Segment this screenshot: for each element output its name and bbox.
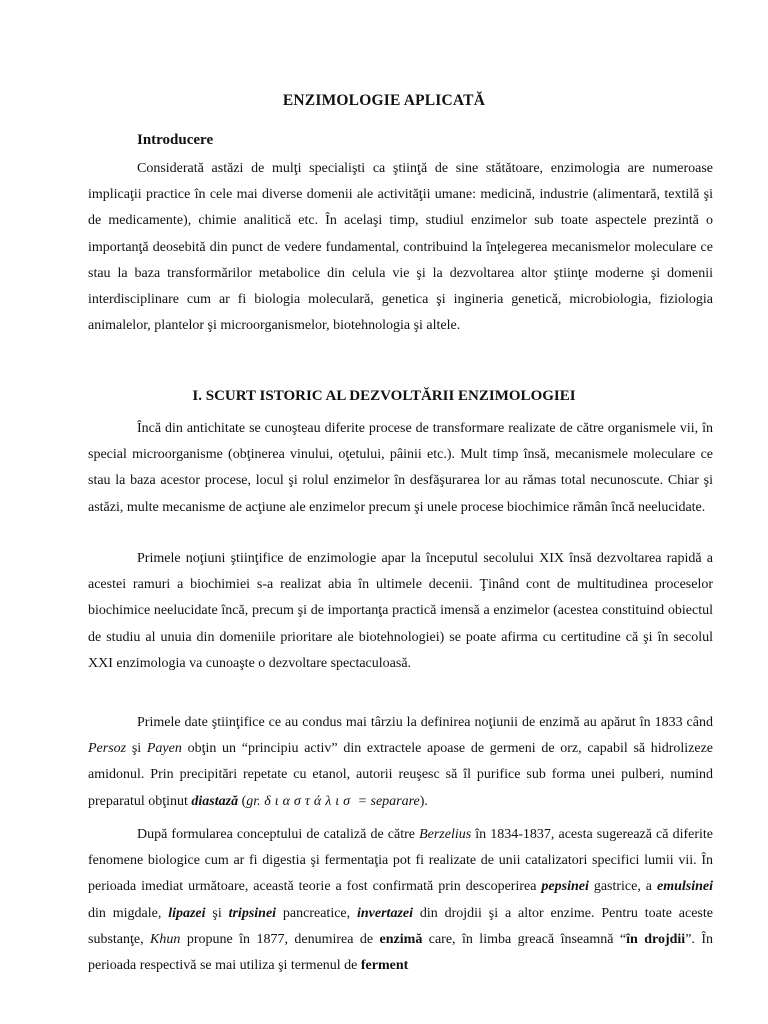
text-run: şi [126, 741, 147, 757]
greek-word: διαστάλισ [264, 793, 355, 809]
text-run: din drojdii şi a altor enzime. Pentru toate aceste substanţe, [88, 905, 713, 947]
term-pepsinei: pepsinei [541, 879, 589, 895]
document-title: ENZIMOLOGIE APLICATĂ [282, 92, 486, 109]
text-run: ). [419, 793, 428, 809]
term-separare: = separare [357, 793, 420, 809]
name-berzelius: Berzelius [419, 827, 472, 842]
name-persoz: Persoz [88, 741, 127, 757]
history-paragraph-2: Primele noţiuni ştiinţifice de enzimologie apar la începutul secolului XIX însă dezvoltarea rapidă a acestei ramuri a biochimiei s-a realizat abia în ultimele decenii. Ţinând cont de multitudinea proceselor biochimice neelucidate încă, precum şi de importanţa practică imensă a enzimelor (acestea constituind obiectul de studiu al unuia din domeniile prioritare ale biotehnologiei) se poate afirma cu certitudine că şi în secolul XXI enzimologia va cunoaşte o dezvoltare spectaculoasă. [88, 551, 713, 671]
text-run: gastrice, a [588, 879, 657, 895]
section-heading: I. SCURT ISTORIC AL DEZVOLTĂRII ENZIMOLOGIEI [192, 388, 576, 404]
name-khun: Khun [150, 931, 181, 947]
text-run: din migdale, [88, 905, 169, 921]
text-run: şi [205, 905, 229, 921]
text-run: obţin un “principiu activ” din extractele apoase de germeni de orz, capabil să hidrolizeze amidonul. Prin precipitări repetate cu etanol, autorii reuşesc să îl purifice sub forma unei pulberi, numind preparatul obţinut [88, 741, 713, 809]
text-run: propune în 1877, denumirea de [180, 931, 380, 947]
intro-heading: Introducere [137, 132, 214, 148]
text-run: ”. În perioada respectivă se mai utiliza şi termenul de [88, 931, 713, 974]
text-run: pancreatice, [276, 905, 357, 921]
term-ferment: ferment [360, 958, 409, 974]
text-run: După formularea conceptului de cataliză de către [137, 827, 420, 842]
text-run: care, în limba greacă înseamnă “ [422, 931, 627, 947]
text-run: ( [238, 793, 247, 809]
history-paragraph-1: Încă din antichitate se cunoşteau diferite procese de transformare realizate de către organismele vii, în special microorganisme (obţinerea vinului, oţetului, pâinii etc.). Mult timp însă, mecanismele moleculare ce stau la baza acestor procese, locul şi rolul enzimelor în desfăşurarea lor au rămas total necunoscute. Chiar şi astăzi, multe mecanisme de acţiune ale enzimelor precum şi unele procese biochimice rămân încă neelucidate. [88, 421, 713, 515]
abbr-gr: gr. [246, 793, 261, 809]
intro-paragraph: Considerată astăzi de mulţi specialişti ca ştiinţă de sine stătătoare, enzimologia are numeroase implicaţii practice în cele mai diverse domenii ale activităţii umane: medicină, industrie (alimentară, textilă şi de medicamente), chimie analitică etc. În acelaşi timp, studiul enzimelor sub toate aspectele prezintă o importanţă deosebită din punct de vedere fundamental, contribuind la înţelegerea mecanismelor moleculare ce stau la baza transformărilor metabolice din celula vie şi la dezvoltarea altor ştiinţe moderne şi domenii interdisciplinare cum ar fi biologia moleculară, genetica şi ingineria genetică, microbiologia, fiziologia animalelor, plantelor şi microorganismelor, biotehnologia şi altele. [88, 161, 713, 334]
text-run: Primele date ştiinţifice ce au condus mai târziu la definirea noţiunii de enzimă au apărut în 1833 când [137, 715, 713, 730]
history-paragraph-4 [88, 822, 713, 979]
term-enzima: enzimă [379, 931, 423, 947]
term-emulsinei: emulsinei [656, 879, 713, 895]
term-lipazei: lipazei [168, 905, 206, 921]
text-run: în 1834-1837, acesta sugerează că diferite fenomene biologice cum ar fi digestia şi fermentaţia pot fi realizate de unii catalizatori specifici lumii vii. În perioada imediat următoare, această teorie a fost confirmată prin descoperirea [88, 827, 714, 895]
term-diastaza: diastază [191, 793, 239, 809]
term-in-drojdii: în drojdii [626, 931, 686, 947]
term-tripsinei: tripsinei [228, 905, 277, 921]
name-payen: Payen [146, 741, 182, 757]
history-paragraph-3 [88, 710, 713, 815]
term-invertazei: invertazei [357, 905, 413, 921]
